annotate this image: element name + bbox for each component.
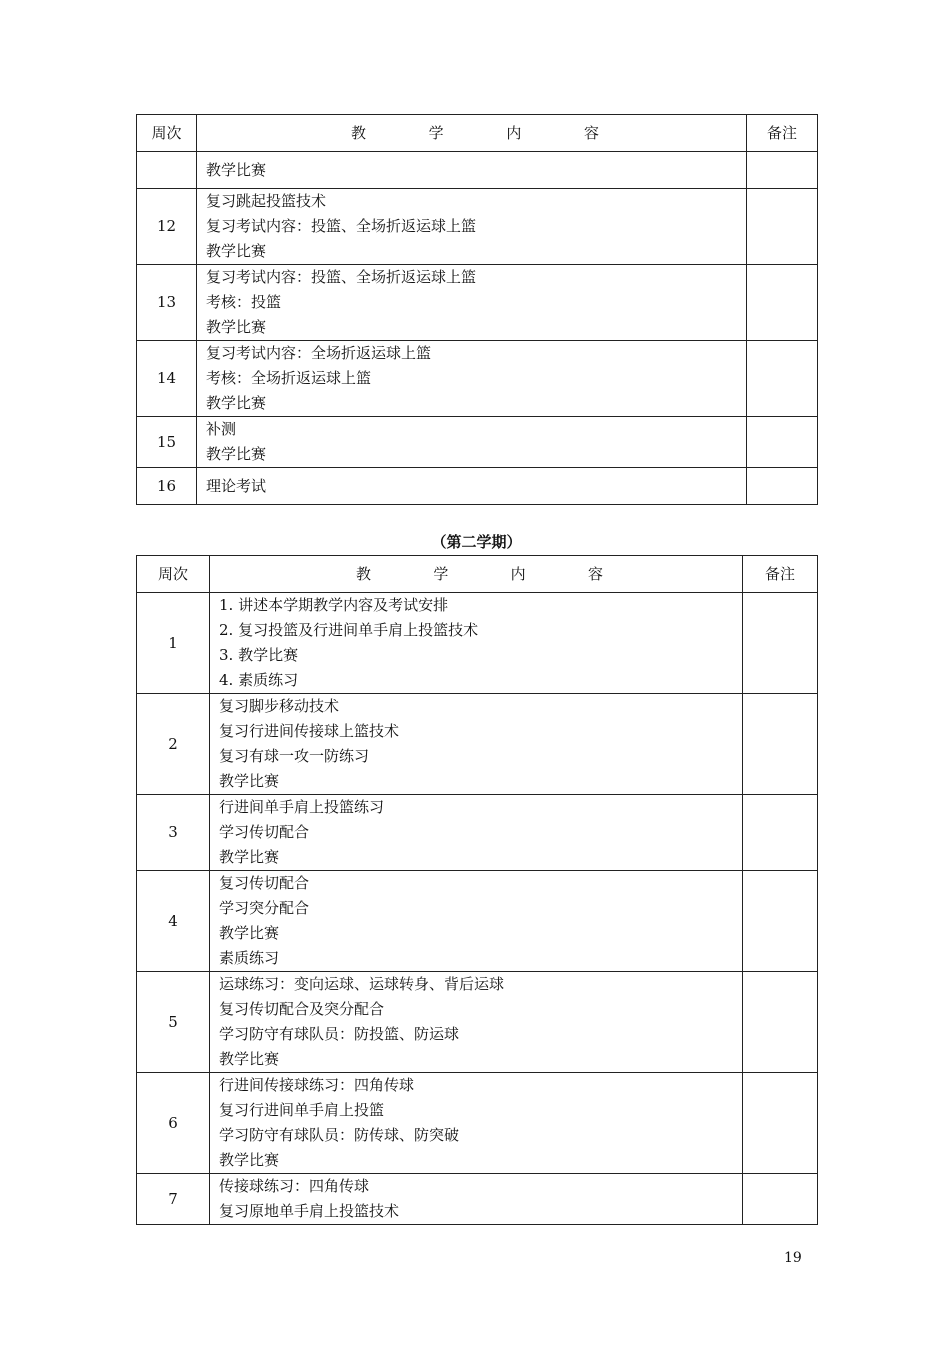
table-row [137, 152, 818, 189]
content-line: 教学比赛 [206, 242, 267, 260]
week-cell: 2 [137, 694, 210, 795]
content-cell [197, 341, 747, 417]
content-line: 考核：全场折返运球上篮 [206, 369, 372, 387]
note-cell [747, 341, 818, 417]
content-line: 复习有球一攻一防练习 [219, 747, 370, 765]
table-row [137, 417, 818, 468]
note-cell [743, 593, 818, 694]
content-cell [197, 189, 747, 265]
content-cell [210, 1174, 743, 1225]
page-number: 19 [784, 1250, 802, 1266]
content-line: 理论考试 [206, 476, 267, 495]
content-cell [197, 417, 747, 468]
content-line: 复习跳起投篮技术 [206, 192, 327, 210]
content-cell [210, 694, 743, 795]
content-line: 补测 [206, 420, 237, 438]
content-line: 教学比赛 [219, 848, 280, 866]
content-line: 教学比赛 [219, 924, 280, 942]
content-cell [210, 871, 743, 972]
content-line: 教学比赛 [206, 318, 267, 336]
note-cell [743, 972, 818, 1073]
content-line: 考核：投篮 [206, 293, 282, 311]
content-line: 行进间单手肩上投篮练习 [219, 798, 385, 816]
content-line: 复习传切配合及突分配合 [219, 1000, 385, 1018]
header-content-char: 学 [428, 123, 444, 142]
table-row [137, 593, 818, 694]
content-line: 复习传切配合 [219, 874, 310, 892]
content-line: 复习行进间传接球上篮技术 [219, 722, 400, 740]
note-cell [747, 265, 818, 341]
semester-subtitle: （第二学期） [431, 533, 522, 551]
header-content-char: 内 [510, 564, 526, 583]
content-cell [197, 265, 747, 341]
table-header-row [137, 556, 818, 593]
content-line: 1. 讲述本学期教学内容及考试安排 [219, 596, 449, 614]
week-cell: 15 [137, 417, 197, 468]
note-cell [747, 189, 818, 265]
week-cell: 12 [137, 189, 197, 265]
week-cell: 13 [137, 265, 197, 341]
header-note: 备注 [747, 115, 818, 152]
week-cell: 3 [137, 795, 210, 871]
week-cell: 6 [137, 1073, 210, 1174]
table-row [137, 1174, 818, 1225]
content-line: 4. 素质练习 [219, 671, 299, 689]
header-content-char: 学 [433, 564, 449, 583]
header-content-char: 容 [587, 564, 603, 583]
header-content [197, 115, 747, 152]
note-cell [747, 417, 818, 468]
content-line: 复习行进间单手肩上投篮 [219, 1101, 385, 1119]
content-line: 教学比赛 [206, 160, 267, 179]
content-cell [210, 593, 743, 694]
content-line: 教学比赛 [206, 445, 267, 463]
header-content-char: 容 [583, 123, 599, 142]
content-line: 教学比赛 [206, 394, 267, 412]
schedule-table-term2 [136, 555, 818, 1225]
note-cell [747, 468, 818, 505]
week-cell: 1 [137, 593, 210, 694]
table-row [137, 265, 818, 341]
week-cell [137, 152, 197, 189]
content-line: 行进间传接球练习：四角传球 [219, 1076, 415, 1094]
week-cell: 4 [137, 871, 210, 972]
note-cell [743, 795, 818, 871]
header-week: 周次 [137, 556, 210, 593]
table-header-row [137, 115, 818, 152]
content-line: 2. 复习投篮及行进间单手肩上投篮技术 [219, 621, 479, 639]
content-line: 传接球练习：四角传球 [219, 1177, 370, 1195]
note-cell [743, 694, 818, 795]
header-week: 周次 [137, 115, 197, 152]
header-content [210, 556, 743, 593]
content-cell [210, 972, 743, 1073]
content-cell [197, 468, 747, 505]
week-cell: 5 [137, 972, 210, 1073]
content-line: 复习脚步移动技术 [219, 697, 340, 715]
content-line: 3. 教学比赛 [219, 646, 299, 664]
content-line: 素质练习 [219, 949, 280, 967]
week-cell: 14 [137, 341, 197, 417]
schedule-table-term1 [136, 114, 818, 505]
table-row [137, 694, 818, 795]
content-line: 教学比赛 [219, 1050, 280, 1068]
table-row [137, 871, 818, 972]
header-content-char: 教 [351, 123, 367, 142]
week-cell: 16 [137, 468, 197, 505]
content-line: 学习传切配合 [219, 823, 310, 841]
content-line: 学习防守有球队员：防投篮、防运球 [219, 1025, 460, 1043]
content-cell [210, 795, 743, 871]
note-cell [743, 1174, 818, 1225]
table-row [137, 341, 818, 417]
week-cell: 7 [137, 1174, 210, 1225]
content-line: 教学比赛 [219, 1151, 280, 1169]
content-line: 复习原地单手肩上投篮技术 [219, 1202, 400, 1220]
note-cell [743, 871, 818, 972]
table-row [137, 1073, 818, 1174]
table-row [137, 189, 818, 265]
header-content-char: 教 [356, 564, 372, 583]
content-line: 复习考试内容：投篮、全场折返运球上篮 [206, 217, 477, 235]
content-line: 复习考试内容：全场折返运球上篮 [206, 344, 432, 362]
content-line: 学习突分配合 [219, 899, 310, 917]
content-line: 运球练习：变向运球、运球转身、背后运球 [219, 975, 505, 993]
header-note: 备注 [743, 556, 818, 593]
table-row [137, 972, 818, 1073]
note-cell [743, 1073, 818, 1174]
note-cell [747, 152, 818, 189]
header-content-char: 内 [506, 123, 522, 142]
content-cell [210, 1073, 743, 1174]
content-cell [197, 152, 747, 189]
table-row [137, 468, 818, 505]
content-line: 复习考试内容：投篮、全场折返运球上篮 [206, 268, 477, 286]
table-row [137, 795, 818, 871]
content-line: 教学比赛 [219, 772, 280, 790]
content-line: 学习防守有球队员：防传球、防突破 [219, 1126, 460, 1144]
